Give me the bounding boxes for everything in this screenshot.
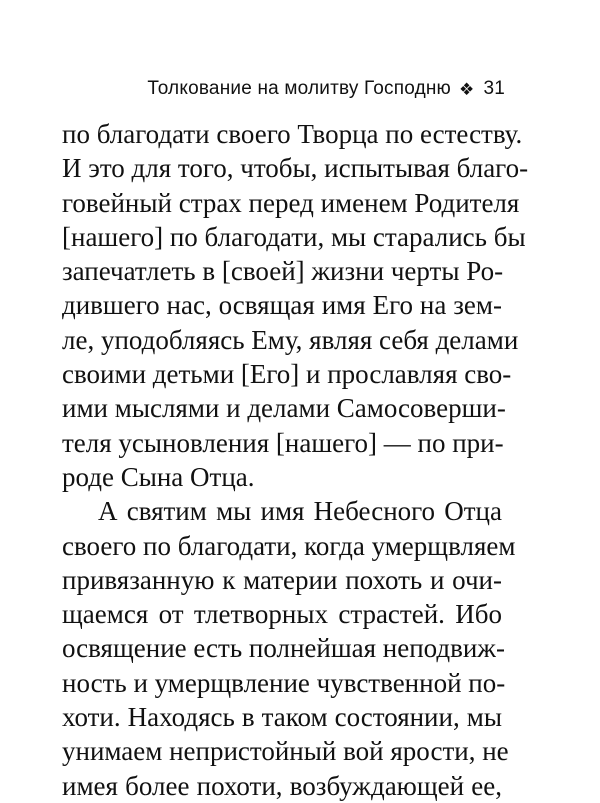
text-line: своего по благодати, когда умерщвляем	[62, 530, 516, 561]
page-number: 31	[483, 78, 505, 99]
header-title: Толкование на молитву Господню	[147, 78, 451, 99]
text-line: [нашего] по благодати, мы старались бы	[62, 221, 526, 252]
running-header	[147, 78, 505, 100]
text-line: имея более похоти, возбуждающей ее,	[62, 770, 502, 801]
text-line: хоти. Находясь в таком состоянии, мы	[62, 702, 502, 733]
body-text	[62, 117, 529, 803]
text-line: ими мыслями и делами Самосоверши-	[62, 393, 506, 424]
text-line: по благодати своего Творца по естеству.	[62, 119, 523, 149]
text-line: теля усыновления [нашего] — по при-	[62, 427, 504, 458]
ornament-icon: ❖	[459, 79, 475, 99]
text-line: роде Сына Отца.	[62, 461, 255, 492]
text-line: И это для того, чтобы, испытывая благо-	[62, 153, 529, 184]
paragraph-2	[62, 494, 516, 803]
text-line: запечатлеть в [своей] жизни черты Ро-	[62, 256, 504, 287]
text-line: ле, уподобляясь Ему, являя себя делами	[62, 324, 519, 355]
text-line: дившего нас, освящая имя Его на зем-	[62, 290, 502, 321]
text-line: своими детьми [Его] и прославляя сво-	[62, 359, 512, 390]
text-line: ность и умерщвление чувственной по-	[62, 667, 506, 698]
text-line: привязанную к материи похоть и очи-	[62, 564, 502, 595]
text-line: говейный страх перед именем Родителя	[62, 187, 520, 218]
text-line: А святим мы имя Небесного Отца	[98, 496, 502, 527]
paragraph-1	[62, 117, 529, 494]
text-line: щаемся от тлетворных страстей. Ибо	[62, 599, 502, 630]
text-line: унимаем непристойный вой ярости, не	[62, 736, 509, 767]
text-line: освящение есть полнейшая неподвиж-	[62, 633, 505, 664]
